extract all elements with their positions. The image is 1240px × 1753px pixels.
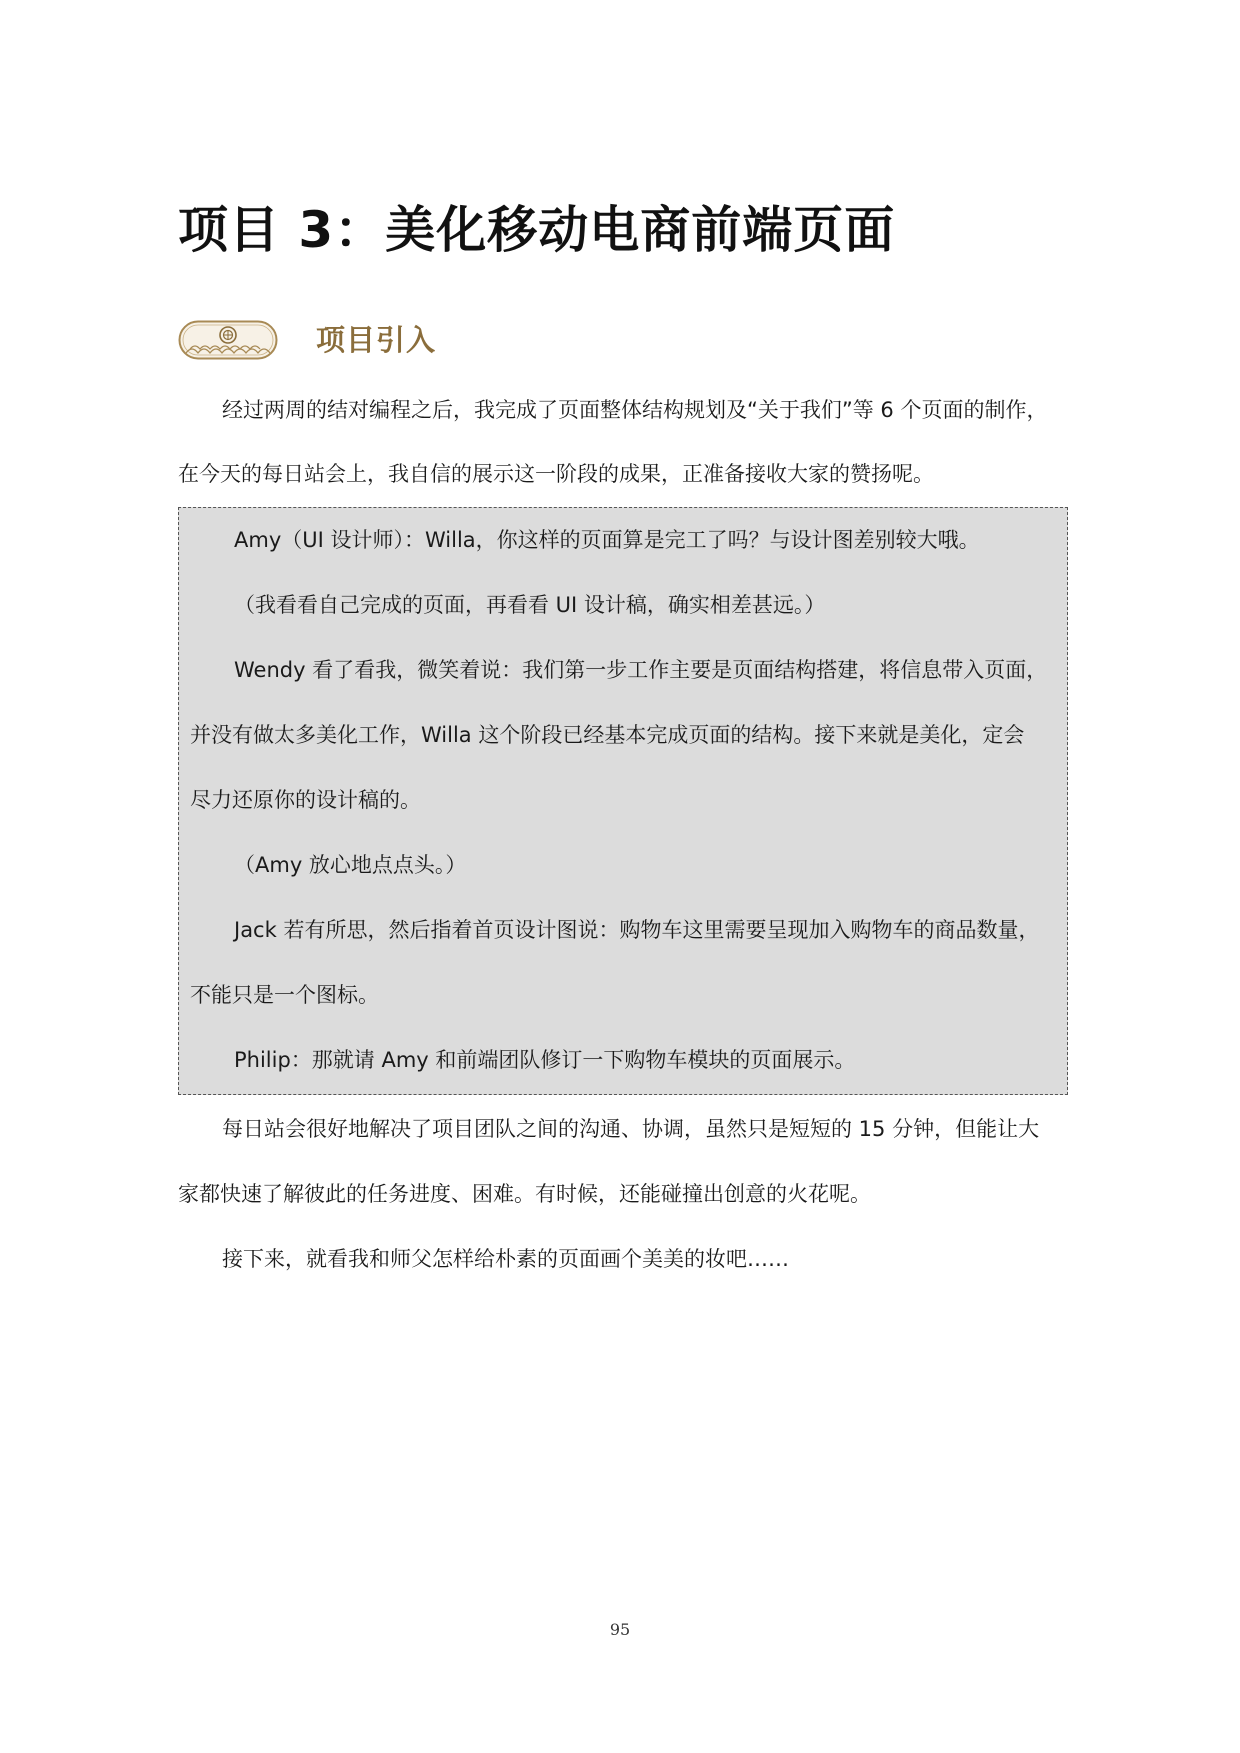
intro-paragraph-line: 经过两周的结对编程之后，我完成了页面整体结构规划及“关于我们”等 6 个页面的制作， [222,398,1048,422]
dialog-line: 不能只是一个图标。 [190,983,379,1007]
section-title: 项目引入 [316,323,437,357]
outro-paragraph-line: 接下来，就看我和师父怎样给朴素的页面画个美美的妆吧…… [222,1247,789,1271]
dialog-line: （我看看自己完成的页面，再看看 UI 设计稿，确实相差甚远。） [234,593,826,617]
page-title: 项目 3：美化移动电商前端页面 [178,201,896,259]
ornamental-badge-icon [178,320,278,360]
outro-paragraph-line: 家都快速了解彼此的任务进度、困难。有时候，还能碰撞出创意的火花呢。 [178,1182,871,1206]
dialog-line: （Amy 放心地点点头。） [234,853,467,877]
dialog-line: Philip：那就请 Amy 和前端团队修订一下购物车模块的页面展示。 [234,1048,856,1072]
dialog-line: Amy（UI 设计师）：Willa，你这样的页面算是完工了吗？与设计图差别较大哦。 [234,528,980,552]
intro-paragraph-line: 在今天的每日站会上，我自信的展示这一阶段的成果，正准备接收大家的赞扬呢。 [178,462,934,486]
dialog-line: 并没有做太多美化工作，Willa 这个阶段已经基本完成页面的结构。接下来就是美化，定会 [190,723,1025,747]
outro-paragraph-line: 每日站会很好地解决了项目团队之间的沟通、协调，虽然只是短短的 15 分钟，但能让大 [222,1117,1040,1141]
dialog-line: 尽力还原你的设计稿的。 [190,788,421,812]
dialog-line: Jack 若有所思，然后指着首页设计图说：购物车这里需要呈现加入购物车的商品数量， [234,918,1040,942]
dialog-box [178,507,1068,1095]
section-header [178,318,678,362]
dialog-line: Wendy 看了看我，微笑着说：我们第一步工作主要是页面结构搭建，将信息带入页面， [234,658,1048,682]
page-number: 95 [609,1620,631,1639]
